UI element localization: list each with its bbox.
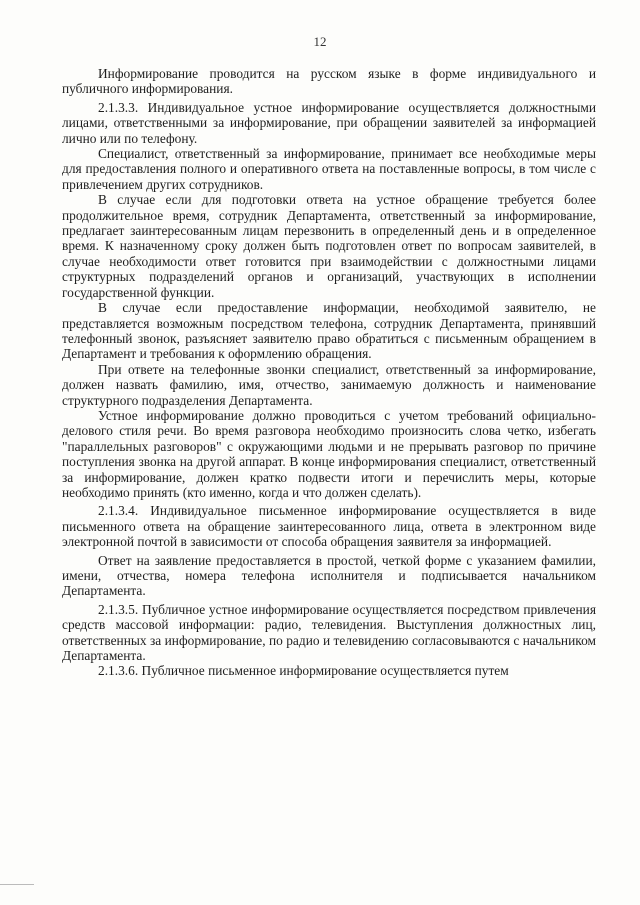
paragraph: Информирование проводится на русском языке в форме индивидуального и публичного информирования. [62,66,596,97]
paragraph: 2.1.3.4. Индивидуальное письменное информирование осуществляется в виде письменного ответа на обращение заинтересованного лица, ответа в электронном виде электронной почтой в зависимости от способа обращения заявителя за информацией. [62,503,596,550]
page-number: 12 [313,34,327,49]
paragraph: При ответе на телефонные звонки специалист, ответственный за информирование, должен назвать фамилию, имя, отчество, занимаемую должность и наименование структурного подразделения Департамента. [62,361,596,408]
paragraph: 2.1.3.5. Публичное устное информирование осуществляется посредством привлечения средств массовой информации: радио, телевидения. Выступления должностных лиц, ответственных за информирование, по радио и телевидению согласовываются с начальником Департамента. [62,601,596,664]
paragraph: Ответ на заявление предоставляется в простой, четкой форме с указанием фамилии, имени, отчества, номера телефона исполнителя и подписывается начальником Департамента. [62,552,596,599]
paragraph: В случае если для подготовки ответа на устное обращение требуется более продолжительное время, сотрудник Департамента, ответственный за информирование, предлагает заинтересованным лицам перезвонить в определенный день и в определенное время. К назначенному сроку должен быть подготовлен ответ по вопросам заявителей, в случае необходимости ответ готовится при взаимодействии с должностными лицами структурных подразделений органов и организаций, участвующих в исполнении государственной функции. [62,192,596,300]
page-body [62,66,596,679]
paragraph: Специалист, ответственный за информирование, принимает все необходимые меры для предоставления полного и оперативного ответа на поставленные вопросы, в том числе с привлечением других сотрудников. [62,146,596,192]
paragraph: 2.1.3.6. Публичное письменное информирование осуществляется путем [98,663,509,679]
margin-divider [0,884,34,885]
paragraph: 2.1.3.3. Индивидуальное устное информирование осуществляется должностными лицами, ответственными за информирование, при обращении заявителей за информацией лично или по телефону. [62,99,596,146]
paragraph: В случае если предоставление информации, необходимой заявителю, не представляется возможным посредством телефона, сотрудник Департамента, принявший телефонный звонок, разъясняет заявителю право обратиться с письменным обращением в Департамент и требования к оформлению обращения. [62,300,596,362]
paragraph: Устное информирование должно проводиться с учетом требований официально-делового стиля речи. Во время разговора необходимо произносить слова четко, избегать "параллельных разговоров" с окружающими людьми и не прерывать разговор по причине поступления звонка на другой аппарат. В конце информирования специалист, ответственный за информирование, должен кратко подвести итоги и перечислить меры, которые необходимо принять (кто именно, когда и что должен сделать). [62,407,596,500]
